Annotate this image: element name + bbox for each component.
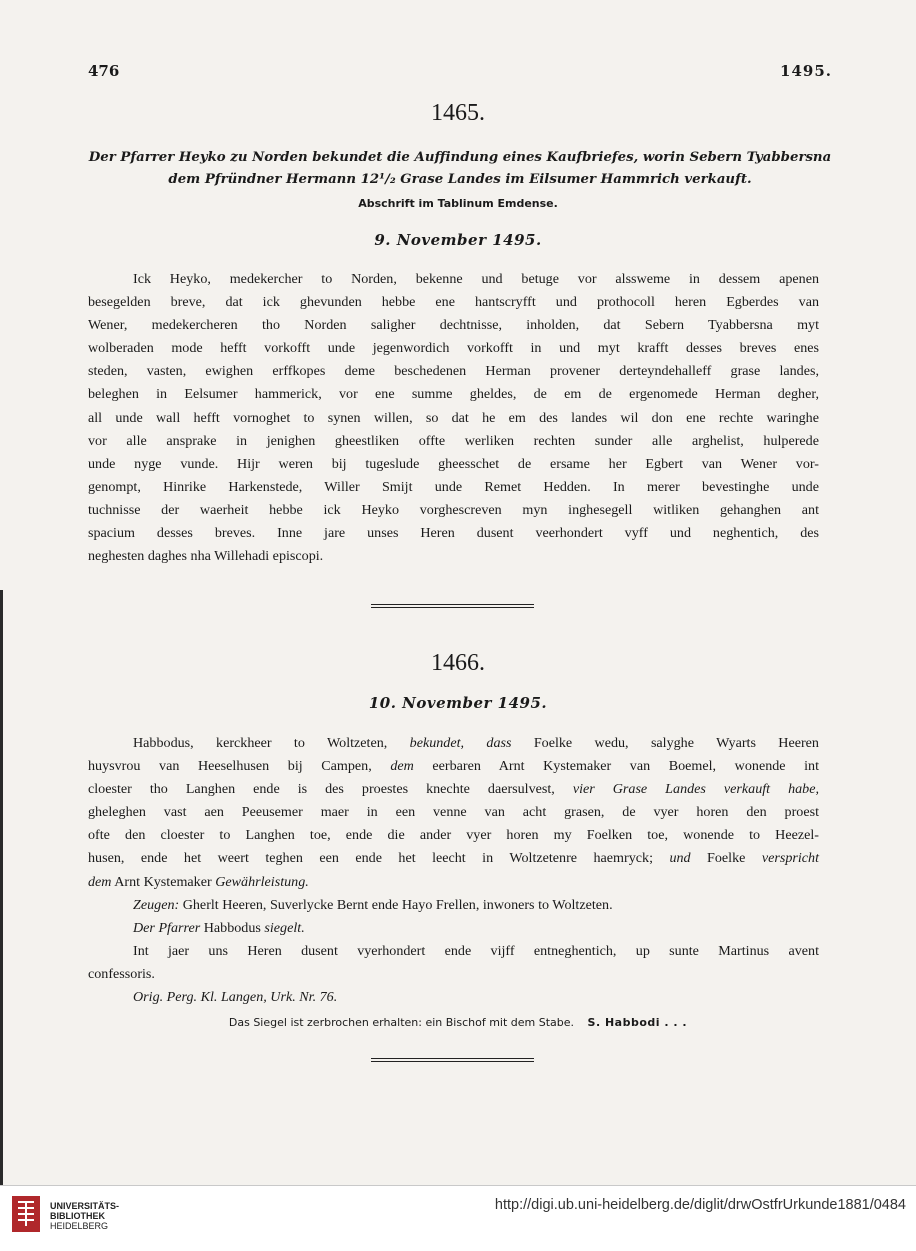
body-line: Wener, medekercheren tho Norden saligher dechtnisse, inholden, dat Sebern Tyabbersna myt [88, 317, 819, 334]
seal-note-text: Das Siegel ist zerbrochen erhalten: ein Bischof mit dem Stabe. [228, 1016, 575, 1029]
document-body [88, 732, 819, 1009]
body-line: beleghen in Eelsumer hammerick, vor ene summe gheldes, de em de ergenomede Herman degher, [88, 386, 819, 403]
library-logo[interactable] [10, 1194, 140, 1234]
page-edge-shadow [0, 590, 3, 1185]
editorial-italic: Der Pfarrer [133, 919, 201, 936]
text-run: Habbodus, kerckheer to Woltzeten, [133, 735, 410, 751]
text-run: huysvrou van Heeselhusen bij Campen, [88, 758, 391, 775]
library-name [50, 1201, 119, 1231]
text-run: eerbaren Arnt Kystemaker van Boemel, wonende int [413, 758, 820, 775]
body-line: ofte den cloester to Langhen toe, ende die ander vyer horen my Foelken toe, wonende to Heezel- [88, 827, 819, 844]
body-line: tuchnisse der waerheit hebbe ick Heyko vorghescreven myn inghesegell witliken gehanghen ant [88, 501, 819, 518]
body-line [88, 847, 819, 870]
running-year: 1495. [780, 62, 832, 80]
editorial-italic: bekundet, dass [409, 735, 512, 751]
closing-line: Int jaer uns Heren dusent vyerhondert ende vijff entneghentich, up sunte Martinus avent [133, 942, 819, 959]
text-run: cloester tho Langhen ende is des proestes knechte daersulvest, [88, 781, 573, 798]
body-line: gheleghen vast aen Peeusemer maer in een venne van acht grasen, de vyer horen den proest [88, 804, 819, 821]
editorial-italic: Gewährleistung. [215, 873, 309, 890]
document-summary [80, 147, 840, 191]
witnesses-line [88, 894, 819, 917]
body-line [88, 755, 819, 778]
editorial-italic: vier Grase Landes verkauft habe, [572, 781, 819, 798]
document-body [88, 268, 819, 568]
body-line [88, 778, 819, 801]
summary-line: Der Pfarrer Heyko zu Norden bekundet die Auffindung eines Kaufbriefes, worin Sebern Tyabbersna [88, 150, 832, 165]
witnesses-label: Zeugen: [133, 896, 180, 913]
seal-legend: S. Habbodi . . . [587, 1016, 688, 1029]
body-line: all unde wall hefft vornoghet to synen willen, so dat he em des landes wil don ene rechte waringhe [88, 409, 819, 426]
body-line: vor alle ansprake in jenighen gheestliken offte werliken rechten sunder alle arghelist, hulperede [88, 432, 819, 449]
document-number-1466: 1466. [431, 650, 485, 676]
text-run: Habbodus [200, 919, 265, 936]
permalink-url[interactable]: http://digi.ub.uni-heidelberg.de/diglit/drwOstfrUrkunde1881/0484 [494, 1197, 906, 1213]
original-reference: Orig. Perg. Kl. Langen, Urk. Nr. 76. [133, 989, 338, 1006]
editorial-italic: und [669, 850, 691, 867]
source-note: Abschrift im Tablinum Emdense. [358, 197, 558, 210]
library-name-line: UNIVERSITÄTS- [50, 1201, 120, 1211]
body-line [88, 871, 819, 894]
body-line [88, 732, 819, 755]
text-run: husen, ende het weert teghen een ende het leecht in Woltzetenre haemryck; [88, 850, 670, 867]
section-divider [371, 1058, 534, 1062]
body-line: Ick Heyko, medekercher to Norden, bekenne und betuge vor alssweme in dessem apenen [133, 271, 819, 287]
viewer-footer [0, 1185, 916, 1251]
summary-line: dem Pfründner Hermann 12¹/₂ Grase Landes im Eilsumer Hammrich verkauft. [168, 172, 752, 187]
library-name-line: BIBLIOTHEK [50, 1211, 105, 1221]
body-line: steden, vasten, ewighen erffkopes deme beschedenen Herman provener derteyndehalleff grase landes, [88, 363, 819, 380]
section-divider [371, 604, 534, 608]
body-line: wolberaden mode hefft vorkofft unde jegenwordich vorkofft in und myt krafft desses breves enes [88, 340, 819, 357]
text-run: Arnt Kystemaker [111, 873, 216, 890]
body-line: unde nyge vunde. Hijr weren bij tugeslude gheesschet de ersame her Egbert van Wener vor- [88, 455, 819, 472]
closing-line: confessoris. [88, 965, 155, 982]
editorial-italic: dem [88, 873, 112, 890]
body-line: besegelden breve, dat ick ghevunden hebbe ene hantscryfft und prothocoll heren Egberdes van [88, 294, 819, 311]
editorial-italic: siegelt. [264, 919, 305, 936]
editorial-italic: dem [390, 758, 414, 775]
text-run: Foelke [690, 850, 762, 867]
document-date: 9. November 1495. [374, 231, 542, 249]
document-date: 10. November 1495. [368, 694, 548, 712]
body-line: neghesten daghes nha Willehadi episcopi. [88, 548, 324, 565]
document-number-1465: 1465. [431, 100, 485, 126]
library-name-line: HEIDELBERG [50, 1221, 109, 1231]
body-line: spacium desses breves. Inne jare unses Heren dusent veerhondert vyff und neghentich, des [88, 525, 819, 542]
seal-note [0, 1016, 916, 1029]
seal-line [88, 917, 819, 940]
body-line: genompt, Hinrike Harkenstede, Willer Smijt unde Remet Hedden. In merer bevestinghe unde [88, 478, 819, 495]
editorial-italic: verspricht [761, 850, 819, 867]
text-run: Foelke wedu, salyghe Wyarts Heeren [511, 735, 819, 751]
page-number: 476 [88, 62, 120, 80]
library-emblem-icon [10, 1194, 42, 1234]
witnesses-text: Gherlt Heeren, Suverlycke Bernt ende Hayo Frellen, inwoners to Woltzeten. [179, 896, 613, 913]
